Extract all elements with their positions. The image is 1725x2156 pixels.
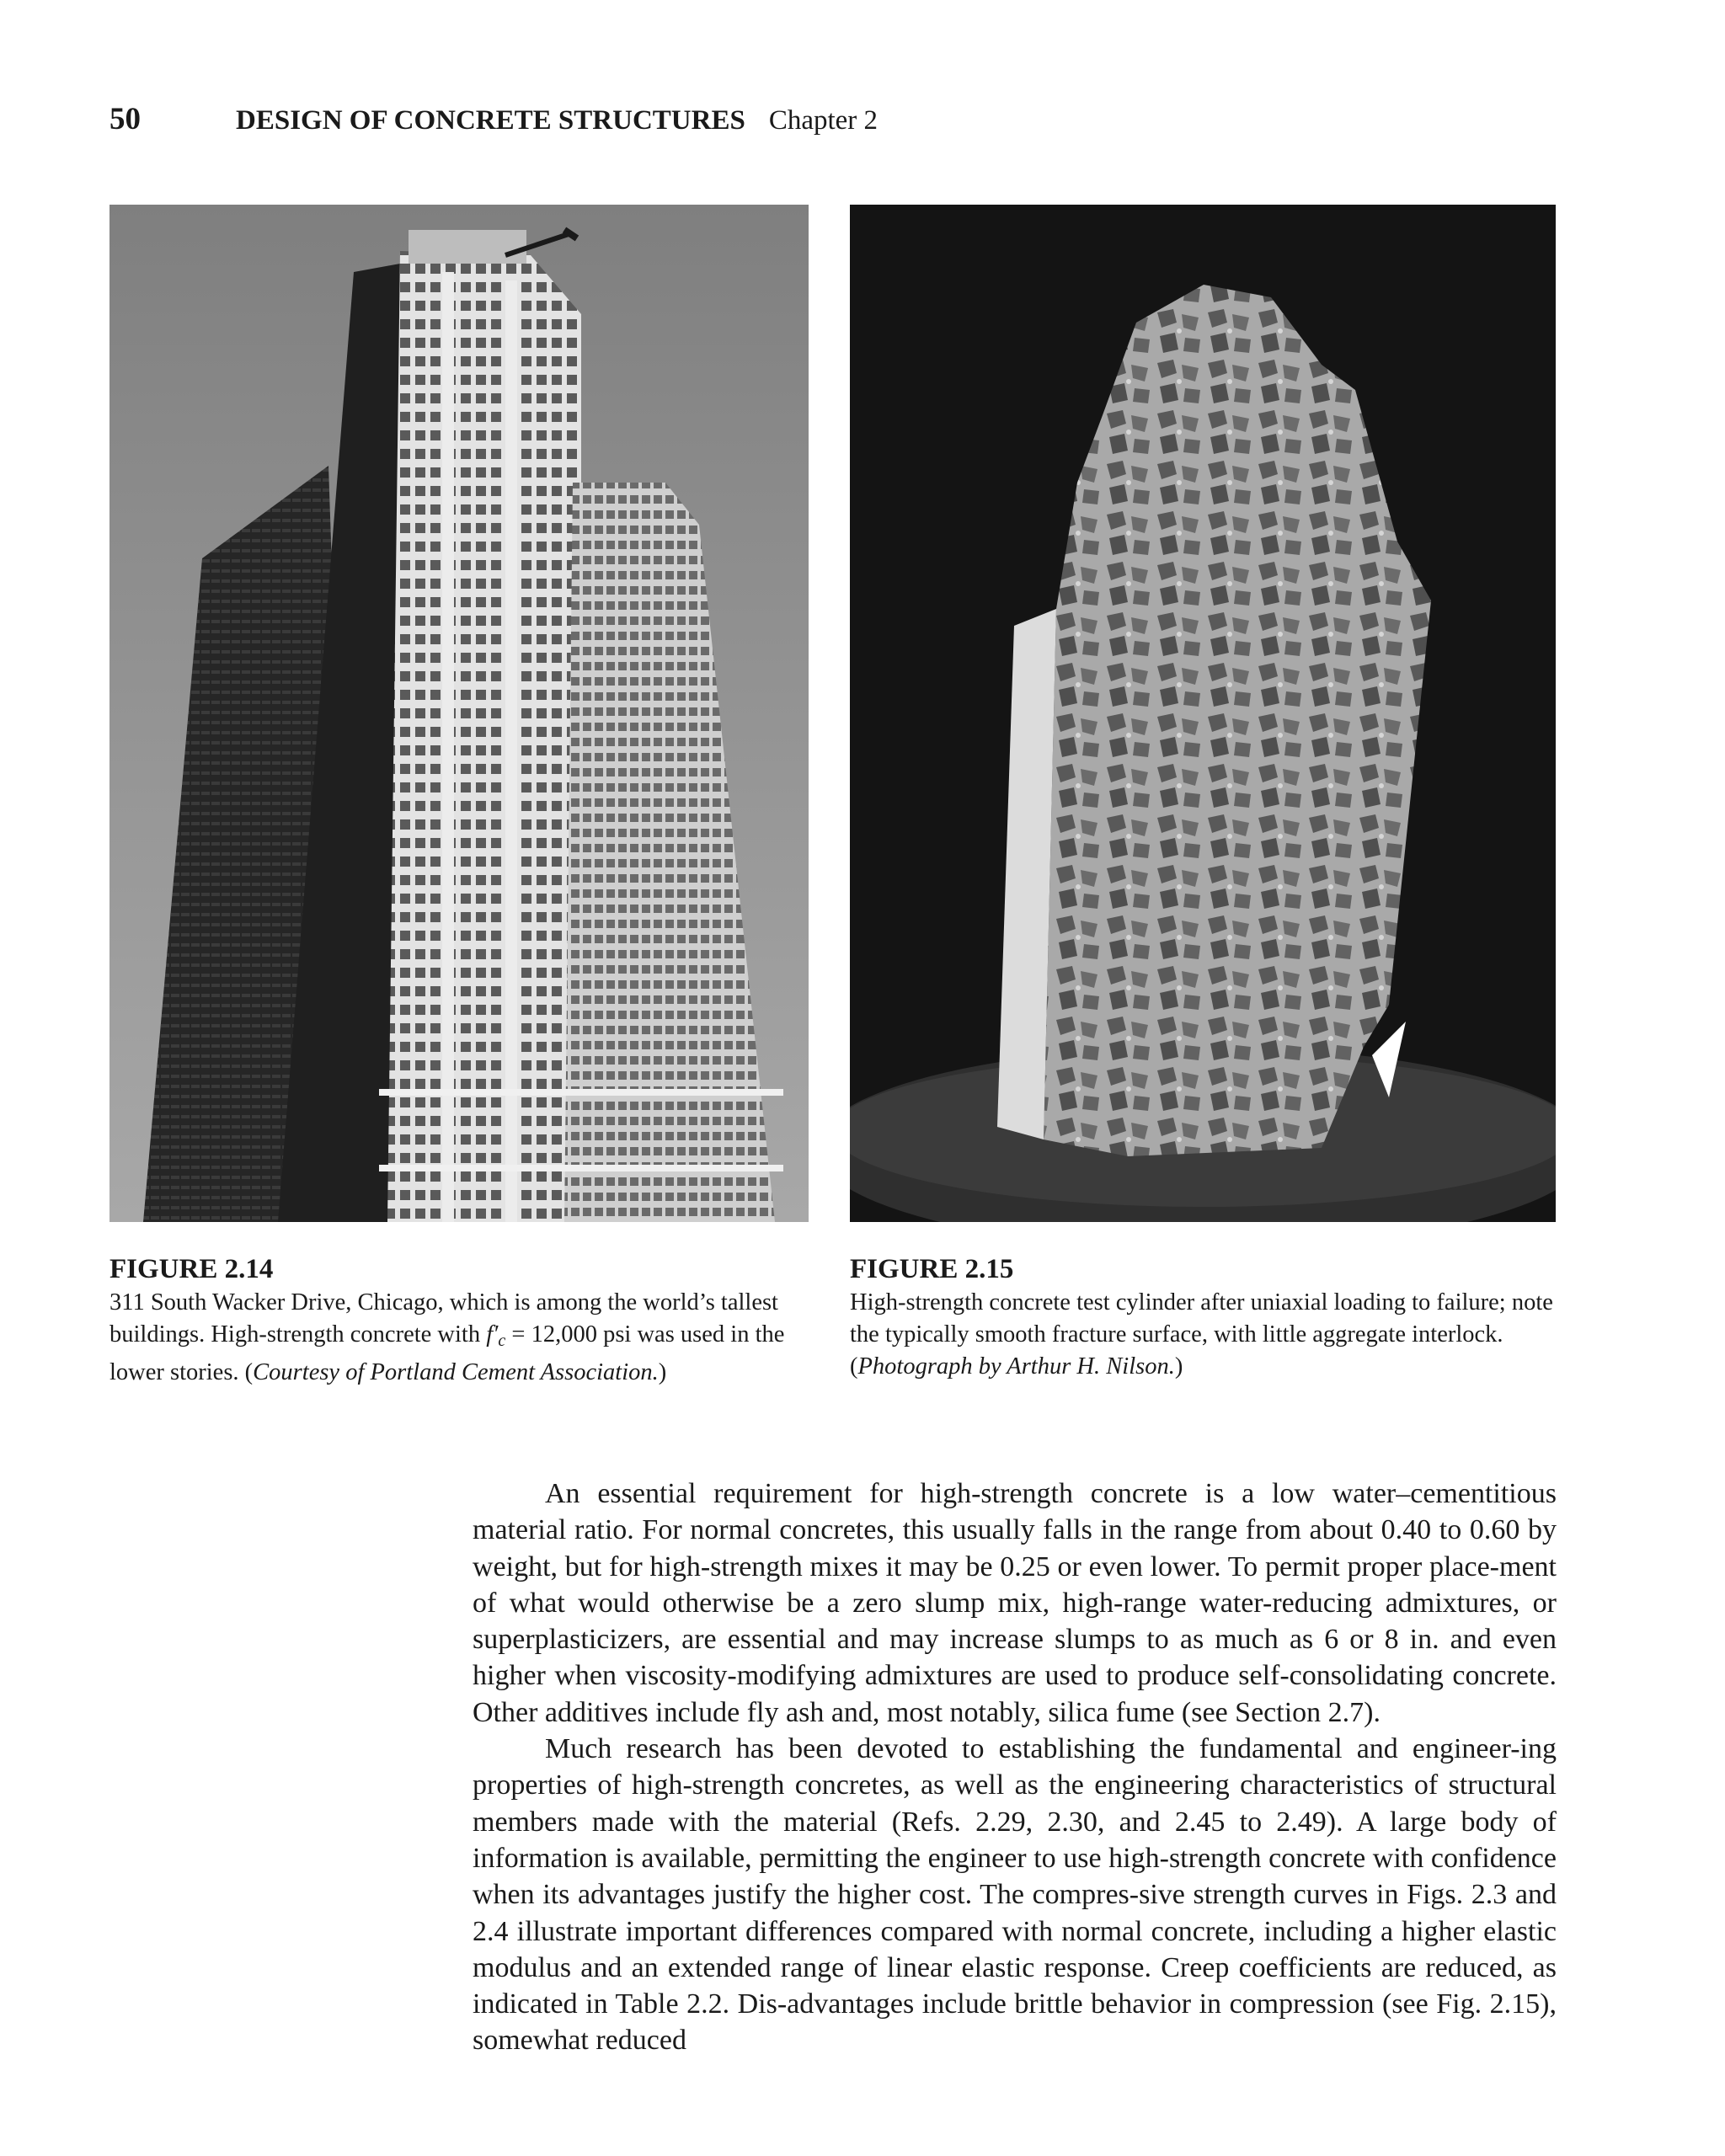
paragraph-2: Much research has been devoted to establishing the fundamental and engineer-ing properties of high-strength concretes, as well as the engineering characteristics of structural members made with the material (Refs. 2.29, 2.30, and 2.45 to 2.49). A large body of information is available, permitting the engineer to use high-strength concrete with confidence when its advantages justify the higher cost. The compres-sive strength curves in Figs. 2.3 and 2.4 illustrate important differences compared with normal concrete, including a higher elastic modulus and an extended range of linear elastic response. Creep coefficients are reduced, as indicated in Table 2.2. Dis-advantages include brittle behavior in compression (see Fig. 2.15), somewhat reduced bbox=[473, 1733, 1557, 2057]
figure-2-15-caption-text: High-strength concrete test cylinder after uniaxial loading to failure; note the typically smooth fracture surface, with little aggregate interlock. ( bbox=[850, 1289, 1553, 1380]
figure-2-14-caption-text-2: = 12,000 psi was used in the lower stories. ( bbox=[109, 1321, 785, 1385]
fc-prime-symbol: $f'_c$ bbox=[486, 1321, 506, 1350]
page-number: 50 bbox=[109, 102, 141, 136]
figure-2-15-photo bbox=[850, 205, 1556, 1222]
concrete-cylinder-illustration bbox=[850, 205, 1556, 1222]
chapter-label: Chapter 2 bbox=[768, 105, 879, 136]
paragraph-1: An essential requirement for high-strength concrete is a low water–cementitious material ratio. For normal concretes, this usually falls in the range from about 0.40 to 0.60 by weight, but for high-strength mixes it may be 0.25 or even lower. To permit proper place-ment of what would otherwise be a zero slump mix, high-range water-reducing admixtures, or superplasticizers, are essential and may increase slumps to as much as 6 or 8 in. and even higher when viscosity-modifying admixtures are used to produce self-consolidating concrete. Other additives include fly ash and, most notably, silica fume (see Section 2.7). bbox=[473, 1478, 1557, 1728]
running-head bbox=[109, 103, 878, 137]
main-tower-face bbox=[387, 251, 581, 1222]
figure-2-14-credit: Courtesy of Portland Cement Association. bbox=[253, 1359, 659, 1385]
figure-2-14-label: FIGURE 2.14 bbox=[109, 1254, 274, 1284]
figure-2-15-caption: FIGURE 2.15 High-strength concrete test cylinder after uniaxial loading to failure; note the typically smooth fracture surface, with little aggregate interlock. (Photograph by Arthur H. Nilson.) bbox=[850, 1251, 1556, 1383]
figure-2-14-caption: FIGURE 2.14 311 South Wacker Drive, Chicago, which is among the world’s tallest buildings. High-strength concrete with $f'_c = 12,000$ psi was used in the lower stories. (Courtesy of Portland Cement Association.) bbox=[109, 1251, 809, 1389]
skyscraper-illustration bbox=[109, 205, 809, 1222]
figure-2-15-credit: Photograph by Arthur H. Nilson. bbox=[857, 1353, 1175, 1380]
figure-2-14-photo bbox=[109, 205, 809, 1222]
body-text bbox=[473, 1476, 1557, 2059]
figure-2-15-label: FIGURE 2.15 bbox=[850, 1254, 1014, 1284]
figure-2-14-caption-text: 311 South Wacker Drive, Chicago, which is among the world’s tallest buildings. High-strength concrete with bbox=[109, 1289, 778, 1348]
book-title: DESIGN OF CONCRETE STRUCTURES bbox=[236, 105, 745, 136]
